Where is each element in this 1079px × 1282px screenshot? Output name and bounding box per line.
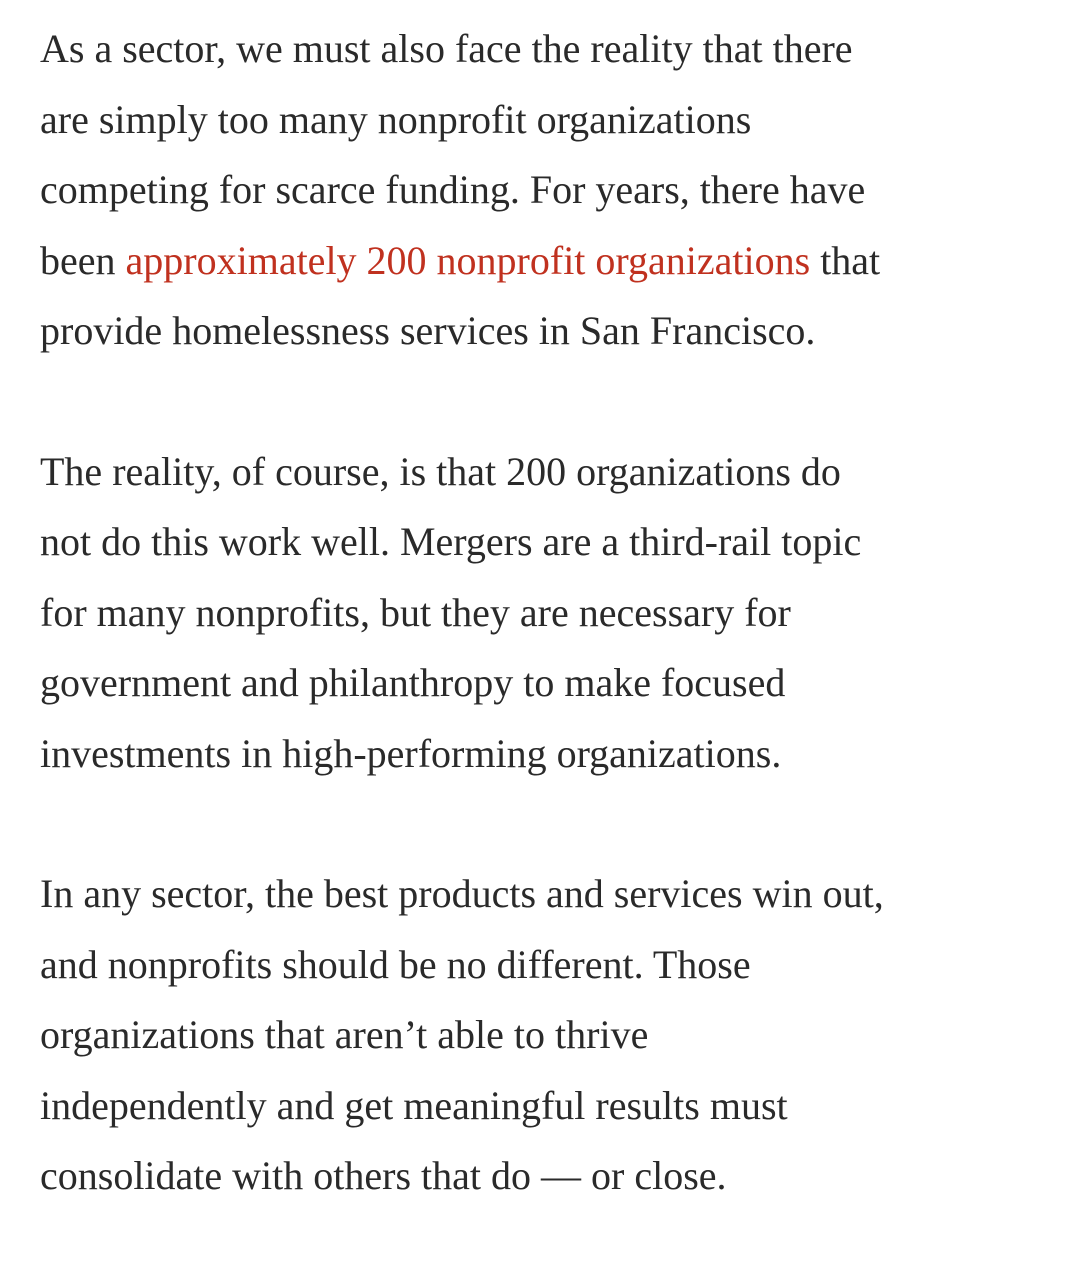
text-line: As a sector, we must also face the reality that there <box>40 26 853 71</box>
paragraph-1 <box>40 14 1040 367</box>
text-line: investments in high-performing organizations. <box>40 730 782 776</box>
text-line: are simply too many nonprofit organizations <box>40 96 752 142</box>
text-fragment: been <box>40 237 126 283</box>
text-line: The reality, of course, is that 200 organizations do <box>40 448 841 494</box>
nonprofit-count-link[interactable]: approximately 200 nonprofit organizations <box>125 237 811 283</box>
text-line: independently and get meaningful results must <box>40 1082 788 1128</box>
text-line: competing for scarce funding. For years, there have <box>40 167 866 212</box>
article-body <box>40 14 1040 1282</box>
text-line: not do this work well. Mergers are a third-rail topic <box>40 519 862 564</box>
text-line: In any sector, the best products and services win out, <box>40 871 884 916</box>
text-line: and nonprofits should be no different. Those <box>40 941 751 987</box>
text-line: consolidate with others that do — or close. <box>40 1153 727 1198</box>
paragraph-3 <box>40 859 1040 1212</box>
text-line: government and philanthropy to make focused <box>40 660 786 705</box>
text-line: provide homelessness services in San Francisco. <box>40 308 816 353</box>
text-line: organizations that aren’t able to thrive <box>40 1012 649 1057</box>
text-fragment: that <box>810 237 881 283</box>
text-line: for many nonprofits, but they are necessary for <box>40 589 791 635</box>
paragraph-2 <box>40 437 1040 790</box>
text-line-with-link <box>40 226 1040 297</box>
